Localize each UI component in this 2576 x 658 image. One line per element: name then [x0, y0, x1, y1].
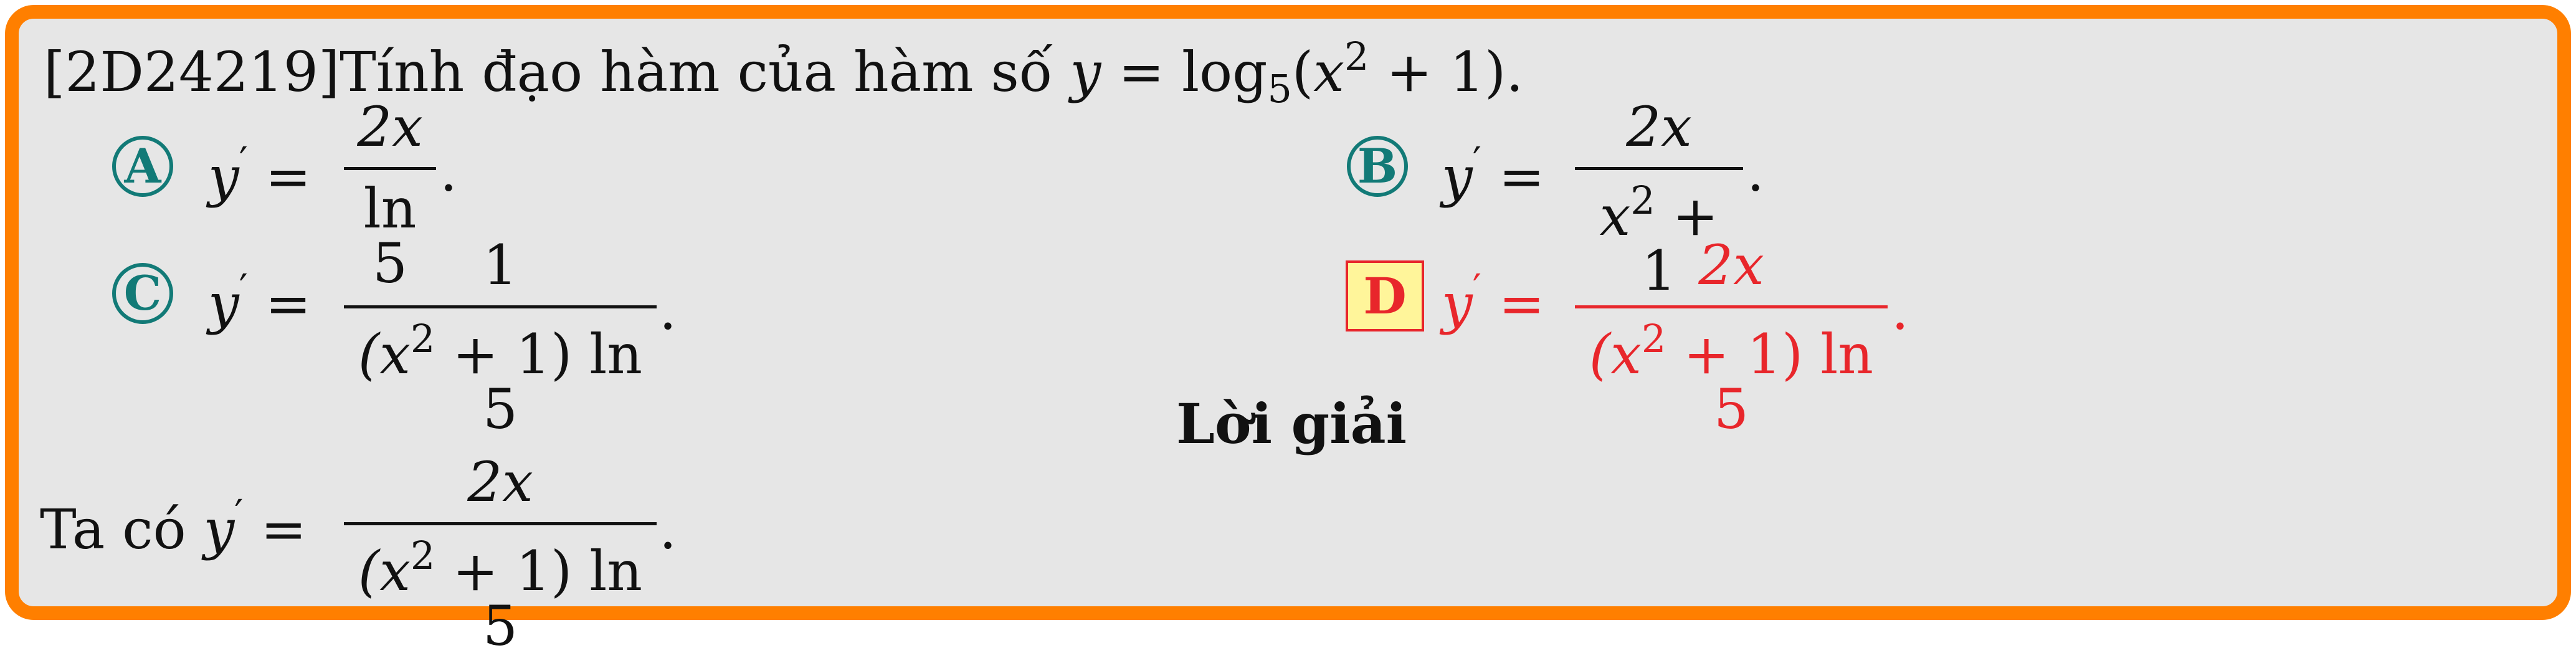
solution-heading: Lời giải	[1176, 391, 1407, 456]
solution-numerator: 2x	[467, 450, 533, 514]
choice-d-lhs: y′ =	[1442, 265, 1545, 336]
solution-period: .	[659, 497, 677, 561]
choice-a-period: .	[440, 140, 457, 204]
choice-c-denominator: $(x^2 + 1)$ ln 5	[358, 316, 643, 441]
choice-d-fraction	[1575, 233, 1888, 441]
choice-b-lhs: y′ =	[1442, 138, 1545, 209]
solution-denominator: $(x^2 + 1)$ ln 5	[358, 533, 643, 658]
choice-b-numerator: 2x	[1626, 95, 1692, 159]
choice-b-badge[interactable]: B	[1347, 136, 1408, 197]
problem-code: [2D24219]	[44, 40, 340, 104]
choice-a-badge[interactable]: A	[112, 136, 173, 197]
choice-b-denominator: $x^2 + 1$	[1599, 178, 1719, 303]
fraction-bar	[1575, 305, 1888, 308]
problem-statement: [2D24219]Tính đạo hàm của hàm số $y = \log_5(x^2 + 1)$.	[44, 34, 1524, 112]
choice-c-lhs: y′ =	[208, 265, 311, 336]
solution-intro: Ta có y′ =	[40, 491, 307, 561]
choice-d-badge[interactable]: D	[1346, 260, 1424, 331]
choice-d-denominator: $(x^2 + 1)$ ln 5	[1589, 316, 1874, 441]
fraction-bar	[344, 305, 657, 308]
choice-c-period: .	[659, 278, 677, 342]
choice-a-lhs: y′ =	[208, 138, 311, 209]
fraction-bar	[1575, 167, 1743, 170]
fraction-bar	[344, 522, 657, 525]
fraction-bar	[344, 167, 436, 170]
choice-a-denominator: ln 5	[363, 176, 417, 295]
choice-d-period: .	[1891, 278, 1909, 342]
choice-a-numerator: 2x	[357, 95, 423, 159]
choice-c-fraction	[344, 233, 657, 441]
choice-b-period: .	[1747, 140, 1764, 204]
solution-fraction	[344, 450, 657, 658]
choice-c-numerator: 1	[483, 233, 518, 297]
problem-text: Tính đạo hàm của hàm số	[340, 40, 1053, 104]
choice-d-numerator: 2x	[1698, 233, 1764, 297]
choice-c-badge[interactable]: C	[112, 263, 173, 324]
